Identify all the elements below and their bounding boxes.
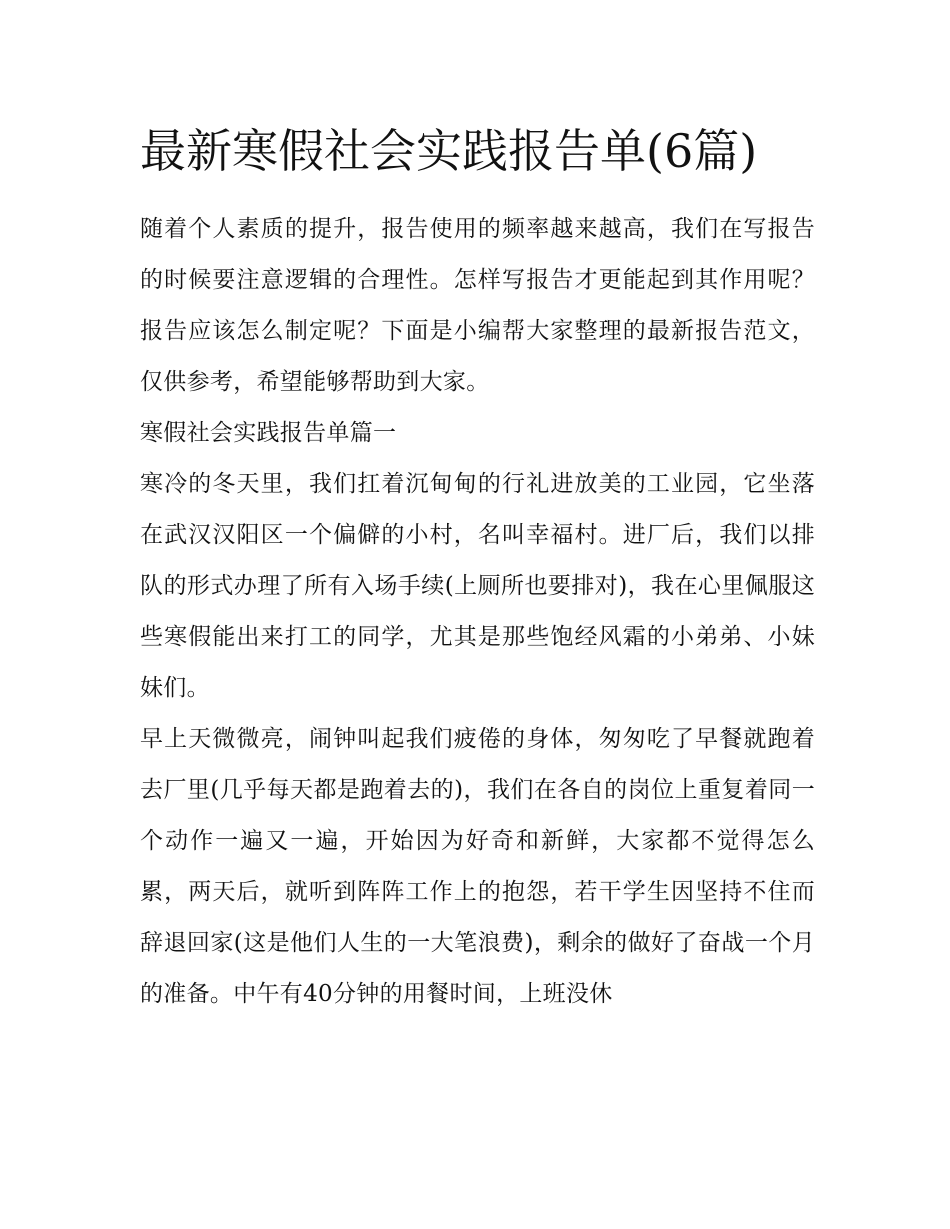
- body-paragraph: 早上天微微亮，闹钟叫起我们疲倦的身体，匆匆吃了早餐就跑着去厂里(几乎每天都是跑着去的)，我们在各自的岗位上重复着同一个动作一遍又一遍，开始因为好奇和新鲜，大家都不觉得怎么累，两天后，就听到阵阵工作上的抱怨，若干学生因坚持不住而辞退回家(这是他们人生的一大笔浪费)，剩余的做好了奋战一个月的准备。中午有40分钟的用餐时间，上班没休: [140, 726, 815, 1007]
- body-paragraph: 寒冷的冬天里，我们扛着沉甸甸的行礼进放美的工业园，它坐落在武汉汉阳区一个偏僻的小村，名叫幸福村。进厂后，我们以排队的形式办理了所有入场手续(上厕所也要排对)，我在心里佩服这些寒假能出来打工的同学，尤其是那些饱经风霜的小弟弟、小妹妹们。: [140, 471, 815, 701]
- section-heading: 寒假社会实践报告单篇一: [140, 420, 397, 446]
- document-page: [140, 112, 815, 1020]
- document-title: 最新寒假社会实践报告单(6篇): [140, 124, 758, 178]
- intro-paragraph: 随着个人素质的提升，报告使用的频率越来越高，我们在写报告的时候要注意逻辑的合理性。怎样写报告才更能起到其作用呢？报告应该怎么制定呢？下面是小编帮大家整理的最新报告范文，仅供参考，希望能够帮助到大家。: [140, 216, 815, 395]
